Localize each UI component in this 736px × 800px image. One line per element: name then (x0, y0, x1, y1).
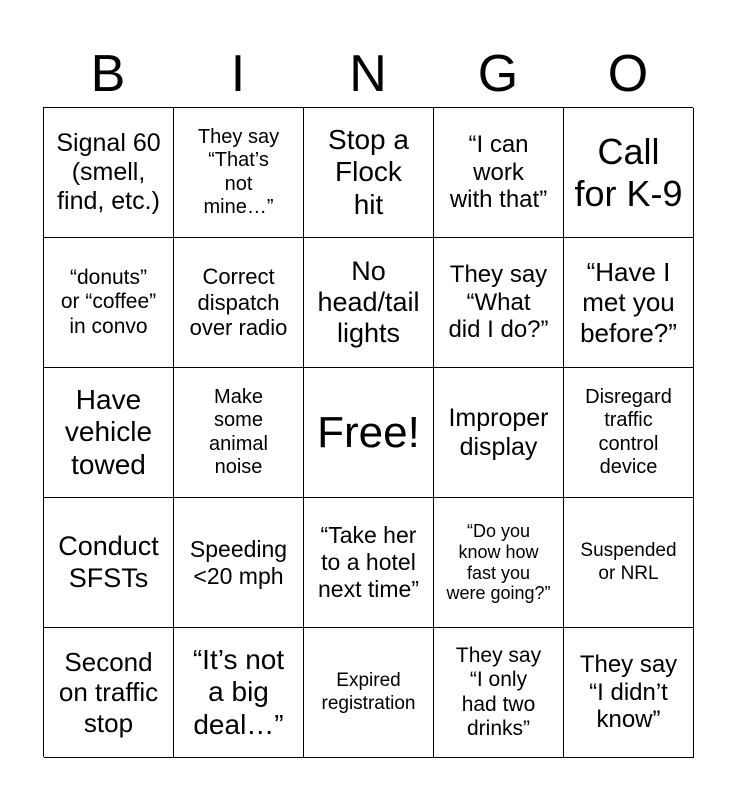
bingo-header (43, 44, 693, 104)
bingo-cell-b4[interactable] (44, 498, 174, 628)
bingo-cell-b1[interactable] (44, 108, 174, 238)
bingo-cell-i2[interactable] (174, 238, 304, 368)
bingo-cell-o5[interactable] (564, 628, 694, 758)
cell-text: “Have I met you before?” (580, 257, 677, 348)
cell-text: They say “I didn’t know” (579, 650, 678, 734)
cell-text: “donuts” or “coffee” in convo (60, 265, 157, 338)
bingo-board (43, 107, 693, 757)
cell-text: Suspended or NRL (580, 540, 677, 584)
header-letter-g: G (477, 45, 519, 103)
bingo-cell-b3[interactable] (44, 368, 174, 498)
cell-text: They say “I only had two drinks” (455, 643, 542, 740)
cell-text: Make some animal noise (209, 386, 268, 478)
cell-text: Have vehicle towed (64, 383, 153, 480)
cell-text: Speeding <20 mph (189, 535, 288, 589)
bingo-cell-n5[interactable] (304, 628, 434, 758)
cell-text: “Do you know how fast you were going?” (446, 520, 551, 604)
header-letter-n: N (349, 45, 387, 103)
bingo-cell-n1[interactable] (304, 108, 434, 238)
cell-text: “It’s not a big deal…” (192, 643, 285, 740)
header-letter-i: I (230, 45, 246, 103)
bingo-cell-b2[interactable] (44, 238, 174, 368)
cell-text: Signal 60 (smell, find, etc.) (56, 129, 161, 215)
cell-text: No head/tail lights (317, 255, 420, 349)
bingo-cell-i3[interactable] (174, 368, 304, 498)
cell-text: Disregard traffic control device (585, 386, 672, 478)
bingo-cell-i5[interactable] (174, 628, 304, 758)
free-space-text: Free! (317, 407, 420, 457)
header-letter-o: O (607, 45, 649, 103)
bingo-cell-i4[interactable] (174, 498, 304, 628)
cell-text: Stop a Flock hit (328, 123, 409, 220)
bingo-cell-n3-free[interactable] (304, 368, 434, 498)
cell-text: “I can work with that” (449, 130, 548, 214)
header-letter-b: B (90, 45, 126, 103)
bingo-cell-o2[interactable] (564, 238, 694, 368)
cell-text: Second on traffic stop (58, 647, 159, 738)
bingo-cell-g5[interactable] (434, 628, 564, 758)
cell-text: Correct dispatch over radio (189, 264, 288, 341)
bingo-cell-g4[interactable] (434, 498, 564, 628)
bingo-cell-g2[interactable] (434, 238, 564, 368)
bingo-cell-o3[interactable] (564, 368, 694, 498)
cell-text: They say “What did I do?” (448, 260, 549, 344)
bingo-cell-i1[interactable] (174, 108, 304, 238)
cell-text: Improper display (448, 403, 549, 461)
cell-text: Conduct SFSTs (58, 531, 159, 593)
bingo-cell-o4[interactable] (564, 498, 694, 628)
bingo-cell-n4[interactable] (304, 498, 434, 628)
cell-text: Expired registration (321, 670, 416, 714)
cell-text: “Take her to a hotel next time” (318, 522, 419, 602)
bingo-cell-n2[interactable] (304, 238, 434, 368)
bingo-cell-g1[interactable] (434, 108, 564, 238)
bingo-cell-b5[interactable] (44, 628, 174, 758)
bingo-cell-o1[interactable] (564, 108, 694, 238)
cell-text: Call for K-9 (574, 130, 683, 214)
cell-text: They say “That’s not mine…” (197, 126, 280, 218)
bingo-cell-g3[interactable] (434, 368, 564, 498)
